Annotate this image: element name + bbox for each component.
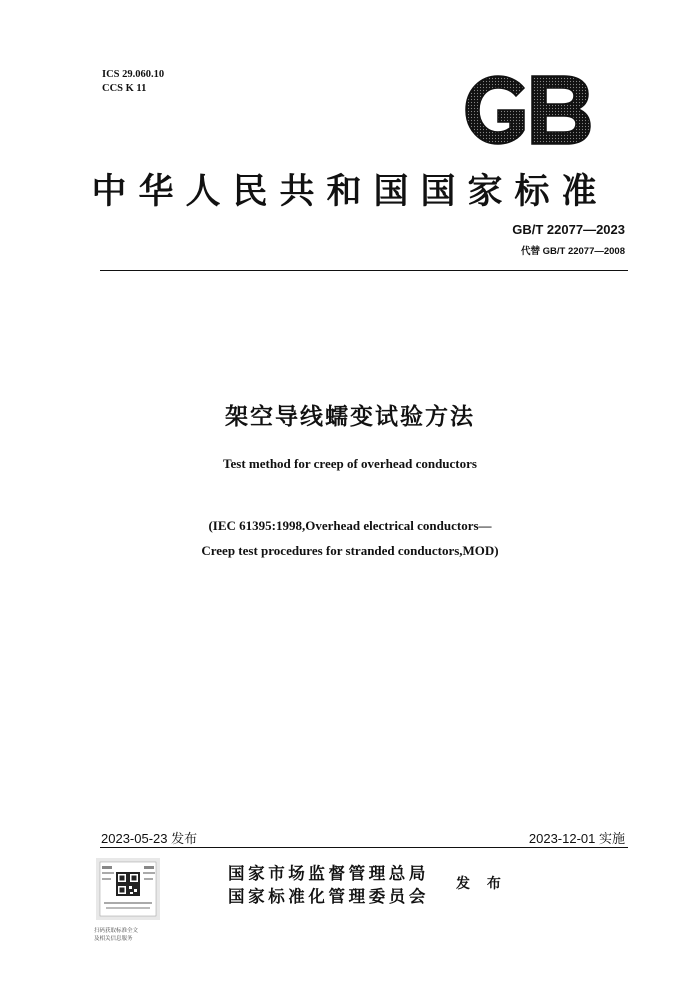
replaces-standard: 代替 GB/T 22077—2008 xyxy=(520,246,625,257)
agency-samr: 国家市场监督管理总局 xyxy=(228,864,429,883)
document-title-english: Test method for creep of overhead conductors xyxy=(223,456,477,471)
issuing-agencies xyxy=(228,862,429,908)
standard-number: GB/T 22077—2023 xyxy=(512,222,625,237)
qr-caption-line-1: 扫码获取标准全文 xyxy=(94,928,139,934)
classification-codes xyxy=(102,68,164,96)
implementation-date: 2023-12-01 实施 xyxy=(528,831,625,846)
top-divider xyxy=(100,270,628,271)
iec-reference-line-1: (IEC 61395:1998,Overhead electrical conductors— xyxy=(208,518,492,533)
qr-caption xyxy=(94,927,138,943)
document-title-chinese: 架空导线蠕变试验方法 xyxy=(225,404,475,430)
ccs-code: CCS K 11 xyxy=(102,83,147,94)
issue-date: 2023-05-23 发布 xyxy=(101,831,198,846)
gb-logo xyxy=(464,74,592,146)
qr-caption-line-2: 及相关信息服务 xyxy=(94,936,133,942)
ics-code: ICS 29.060.10 xyxy=(102,69,165,80)
qr-code-icon xyxy=(96,858,160,920)
bottom-divider xyxy=(100,847,628,848)
standard-category-title: 中华人民共和国国家标准 xyxy=(91,171,609,212)
gb-logo-mark xyxy=(464,74,592,146)
qr-code-graphic xyxy=(96,858,160,920)
iec-reference-line-2: Creep test procedures for stranded conductors,MOD) xyxy=(201,543,499,558)
publish-label: 发 布 xyxy=(456,876,507,892)
agency-sac: 国家标准化管理委员会 xyxy=(228,887,429,906)
iec-reference xyxy=(0,513,700,563)
